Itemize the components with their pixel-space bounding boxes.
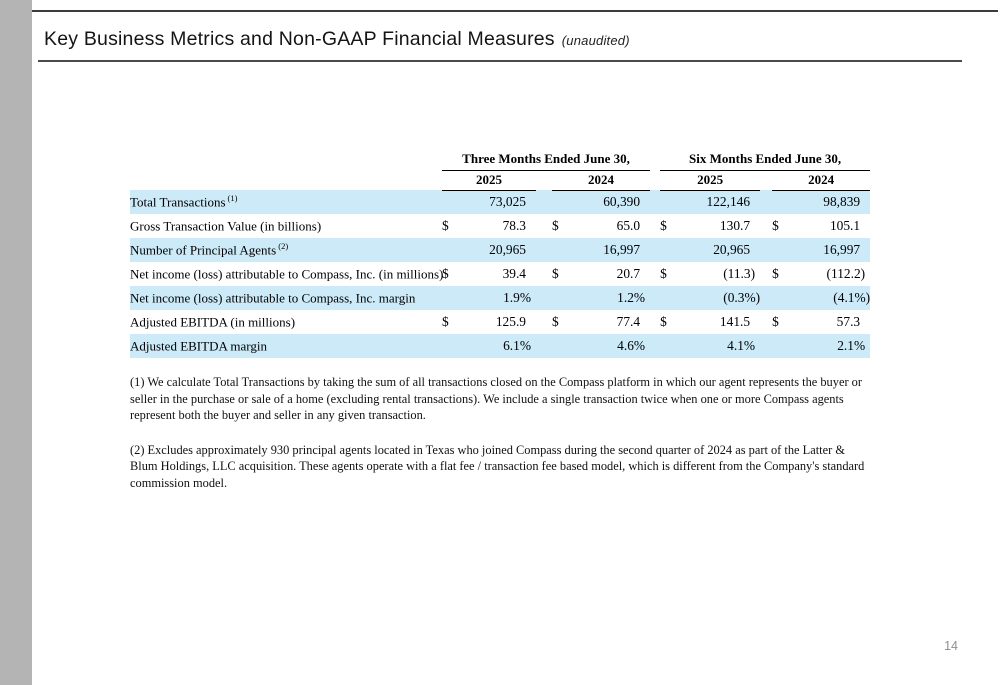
row-label: Net income (loss) attributable to Compass, Inc. margin: [130, 290, 416, 306]
table-row-net-income-margin: [130, 286, 870, 310]
table-row-net-income-millions: [130, 262, 870, 286]
cell-value: 77.4: [616, 314, 641, 329]
footnote-1: (1) We calculate Total Transactions by taking the sum of all transactions closed on the Compass platform in which our agent represents the buyer or seller in the purchase or sale of a home (excluding rental transactions). We include a single transaction twice when one or more Compass agents represent both the buyer and seller in any given transaction.: [130, 375, 862, 423]
cell-dollar: [660, 238, 676, 262]
cell-value: 78.3: [502, 218, 526, 233]
row-label: Adjusted EBITDA (in millions): [130, 314, 296, 330]
col-group-three-months: Three Months Ended June 30,: [442, 149, 650, 170]
page-number: 14: [944, 639, 958, 653]
table-row-total-transactions: [130, 190, 870, 214]
table-group-header-row: [130, 149, 870, 170]
cell-dollar: [552, 286, 568, 310]
cell-value: 105.1: [829, 218, 861, 233]
cell-dollar: [442, 286, 458, 310]
cell-value: 60,390: [603, 194, 641, 210]
cell-dollar: $: [660, 314, 667, 329]
table-year-header-row: [130, 170, 870, 190]
cell-dollar: [660, 334, 676, 358]
table-row-principal-agents: [130, 238, 870, 262]
row-label: Net income (loss) attributable to Compass, Inc. (in millions): [130, 266, 444, 282]
cell-value: 20,965: [489, 242, 526, 257]
cell-dollar: $: [552, 314, 559, 329]
cell-dollar: [442, 238, 458, 262]
metrics-table-grid: [130, 149, 870, 358]
cell-dollar: [772, 334, 788, 358]
cell-value: 65.0: [616, 218, 641, 233]
col-year-6m-2024: 2024: [772, 170, 870, 190]
row-label: Total Transactions $^{(1)}$: [130, 193, 238, 210]
cell-dollar: $: [772, 266, 779, 281]
col-year-3m-2025: 2025: [442, 170, 536, 190]
cell-value: (0.3%): [723, 290, 761, 305]
cell-value: 98,839: [823, 194, 861, 210]
footnotes: [130, 374, 872, 492]
cell-dollar: $: [552, 266, 559, 281]
cell-dollar: [772, 286, 788, 310]
top-rule: [32, 10, 998, 12]
cell-dollar: $: [442, 218, 449, 233]
table-row-adjusted-ebitda-margin: [130, 334, 870, 358]
cell-dollar: $: [552, 218, 559, 233]
cell-value: 73,025: [489, 194, 526, 210]
cell-value: 2.1%: [837, 338, 866, 353]
cell-dollar: [772, 238, 788, 262]
cell-value: (112.2): [826, 266, 866, 281]
cell-dollar: [552, 238, 568, 262]
cell-value: 16,997: [603, 242, 641, 257]
metrics-table: [130, 149, 870, 358]
cell-value: 39.4: [502, 266, 526, 281]
cell-value: 122,146: [706, 194, 751, 210]
cell-value: 4.6%: [617, 338, 646, 353]
cell-value: 141.5: [719, 314, 751, 329]
left-margin-bar: [0, 0, 32, 685]
cell-dollar: [552, 190, 568, 214]
cell-value: (4.1%): [833, 290, 871, 305]
page-title-text: Key Business Metrics and Non-GAAP Financial Measures: [44, 28, 555, 50]
row-label: Number of Principal Agents $^{(2)}$: [130, 241, 289, 258]
row-label: Gross Transaction Value (in billions): [130, 218, 322, 234]
cell-value: 20,965: [713, 242, 751, 257]
cell-dollar: $: [660, 218, 667, 233]
cell-value: 57.3: [836, 314, 861, 329]
col-group-six-months: Six Months Ended June 30,: [660, 149, 870, 170]
cell-dollar: $: [442, 314, 449, 329]
cell-dollar: [552, 334, 568, 358]
cell-value: 1.2%: [617, 290, 646, 305]
cell-value: 16,997: [823, 242, 861, 257]
cell-dollar: $: [772, 218, 779, 233]
cell-value: 6.1%: [503, 338, 531, 353]
cell-value: (11.3): [723, 266, 756, 281]
page-title: [44, 28, 630, 51]
row-label: Adjusted EBITDA margin: [130, 338, 267, 354]
page-title-unaudited: (unaudited): [561, 33, 630, 48]
cell-dollar: [442, 334, 458, 358]
cell-value: 1.9%: [503, 290, 531, 305]
cell-value: 130.7: [719, 218, 751, 233]
cell-value: 20.7: [616, 266, 641, 281]
cell-value: 125.9: [495, 314, 526, 329]
cell-dollar: $: [772, 314, 779, 329]
table-row-gross-transaction-value: [130, 214, 870, 238]
col-year-3m-2024: 2024: [552, 170, 650, 190]
cell-dollar: $: [442, 266, 449, 281]
table-row-adjusted-ebitda-millions: [130, 310, 870, 334]
col-year-6m-2025: 2025: [660, 170, 760, 190]
cell-value: 4.1%: [727, 338, 756, 353]
cell-dollar: [772, 190, 788, 214]
cell-dollar: [660, 286, 676, 310]
cell-dollar: [660, 190, 676, 214]
cell-dollar: $: [660, 266, 667, 281]
title-divider: [38, 60, 962, 62]
cell-dollar: [442, 190, 458, 214]
footnote-2: (2) Excludes approximately 930 principal agents located in Texas who joined Compass during the second quarter of 2024 as part of the Latter & Blum Holdings, LLC acquisition. These agents operate with a flat fee / transaction fee based model, which is different from the Company's standard commission model.: [130, 442, 865, 490]
